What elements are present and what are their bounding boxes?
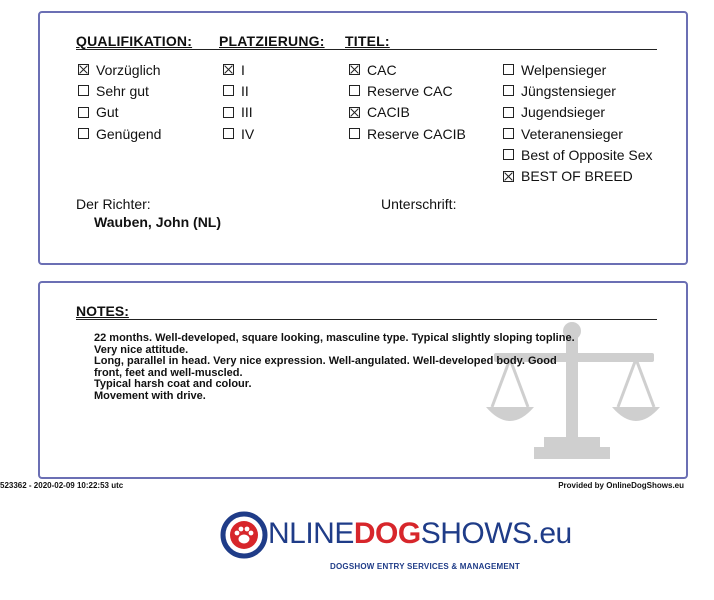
titel-options-extra [503,59,653,187]
judging-form-card [38,11,688,265]
notes-line: Typical harsh coat and colour. [94,378,252,390]
document-id-timestamp: 523362 - 2020-02-09 10:22:53 utc [0,481,124,490]
checkbox-checked-icon[interactable] [78,64,89,75]
option-cac[interactable]: CAC [349,59,466,80]
paw-icon [220,511,268,559]
checkbox-icon[interactable] [223,107,234,118]
checkbox-icon[interactable] [78,128,89,139]
option-best-opposite-sex[interactable]: Best of Opposite Sex [503,144,653,165]
notes-header: NOTES: [76,303,129,319]
notes-card [38,281,688,479]
option-sehr-gut[interactable]: Sehr gut [78,80,161,101]
checkbox-icon[interactable] [78,107,89,118]
checkbox-icon[interactable] [223,128,234,139]
option-vorzueglich[interactable]: Vorzüglich [78,59,161,80]
notes-line: Long, parallel in head. Very nice expression. Well-angulated. Well-developed body. Good [94,355,557,367]
option-reserve-cacib[interactable]: Reserve CACIB [349,123,466,144]
notes-line: 22 months. Well-developed, square looking, masculine type. Typical slightly sloping topline. [94,332,575,344]
checkbox-icon[interactable] [503,107,514,118]
platzierung-header: PLATZIERUNG: [219,33,325,49]
checkbox-checked-icon[interactable] [223,64,234,75]
option-best-of-breed[interactable]: BEST OF BREED [503,165,653,186]
qualifikation-options [78,59,161,144]
checkbox-icon[interactable] [78,85,89,96]
checkbox-icon[interactable] [223,85,234,96]
option-welpensieger[interactable]: Welpensieger [503,59,653,80]
header-underline [76,49,657,50]
judge-label: Der Richter: [76,196,151,212]
checkbox-icon[interactable] [503,64,514,75]
judge-name: Wauben, John (NL) [94,214,222,230]
notes-line: front, feet and well-muscled. [94,366,243,379]
option-genuegend[interactable]: Genügend [78,123,161,144]
checkbox-icon[interactable] [349,128,360,139]
checkbox-checked-icon[interactable] [349,64,360,75]
provider-credit: Provided by OnlineDogShows.eu [558,481,684,490]
option-gut[interactable]: Gut [78,102,161,123]
option-cacib[interactable]: CACIB [349,102,466,123]
logo-wordmark: NLINEDOGSHOWS.eu [268,517,572,550]
checkbox-icon[interactable] [503,128,514,139]
option-place-3[interactable]: III [223,102,254,123]
signature-label: Unterschrift: [381,196,457,212]
notes-line: Very nice attitude. [94,343,189,356]
option-place-1[interactable]: I [223,59,254,80]
logo-tagline: DOGSHOW ENTRY SERVICES & MANAGEMENT [330,562,520,571]
platzierung-options [223,59,254,144]
notes-line: Movement with drive. [94,389,206,402]
onlinedogshows-logo [220,511,572,579]
checkbox-checked-icon[interactable] [349,107,360,118]
checkbox-icon[interactable] [503,149,514,160]
notes-underline [76,319,657,320]
checkbox-icon[interactable] [349,85,360,96]
option-jugendsieger[interactable]: Jugendsieger [503,102,653,123]
option-reserve-cac[interactable]: Reserve CAC [349,80,466,101]
option-veteranensieger[interactable]: Veteranensieger [503,123,653,144]
option-place-4[interactable]: IV [223,123,254,144]
checkbox-icon[interactable] [503,85,514,96]
option-place-2[interactable]: II [223,80,254,101]
option-juengstensieger[interactable]: Jüngstensieger [503,80,653,101]
notes-text [94,333,674,402]
checkbox-checked-icon[interactable] [503,171,514,182]
qualifikation-header: QUALIFIKATION: [76,33,193,49]
titel-header: TITEL: [345,33,390,49]
titel-options [349,59,466,144]
